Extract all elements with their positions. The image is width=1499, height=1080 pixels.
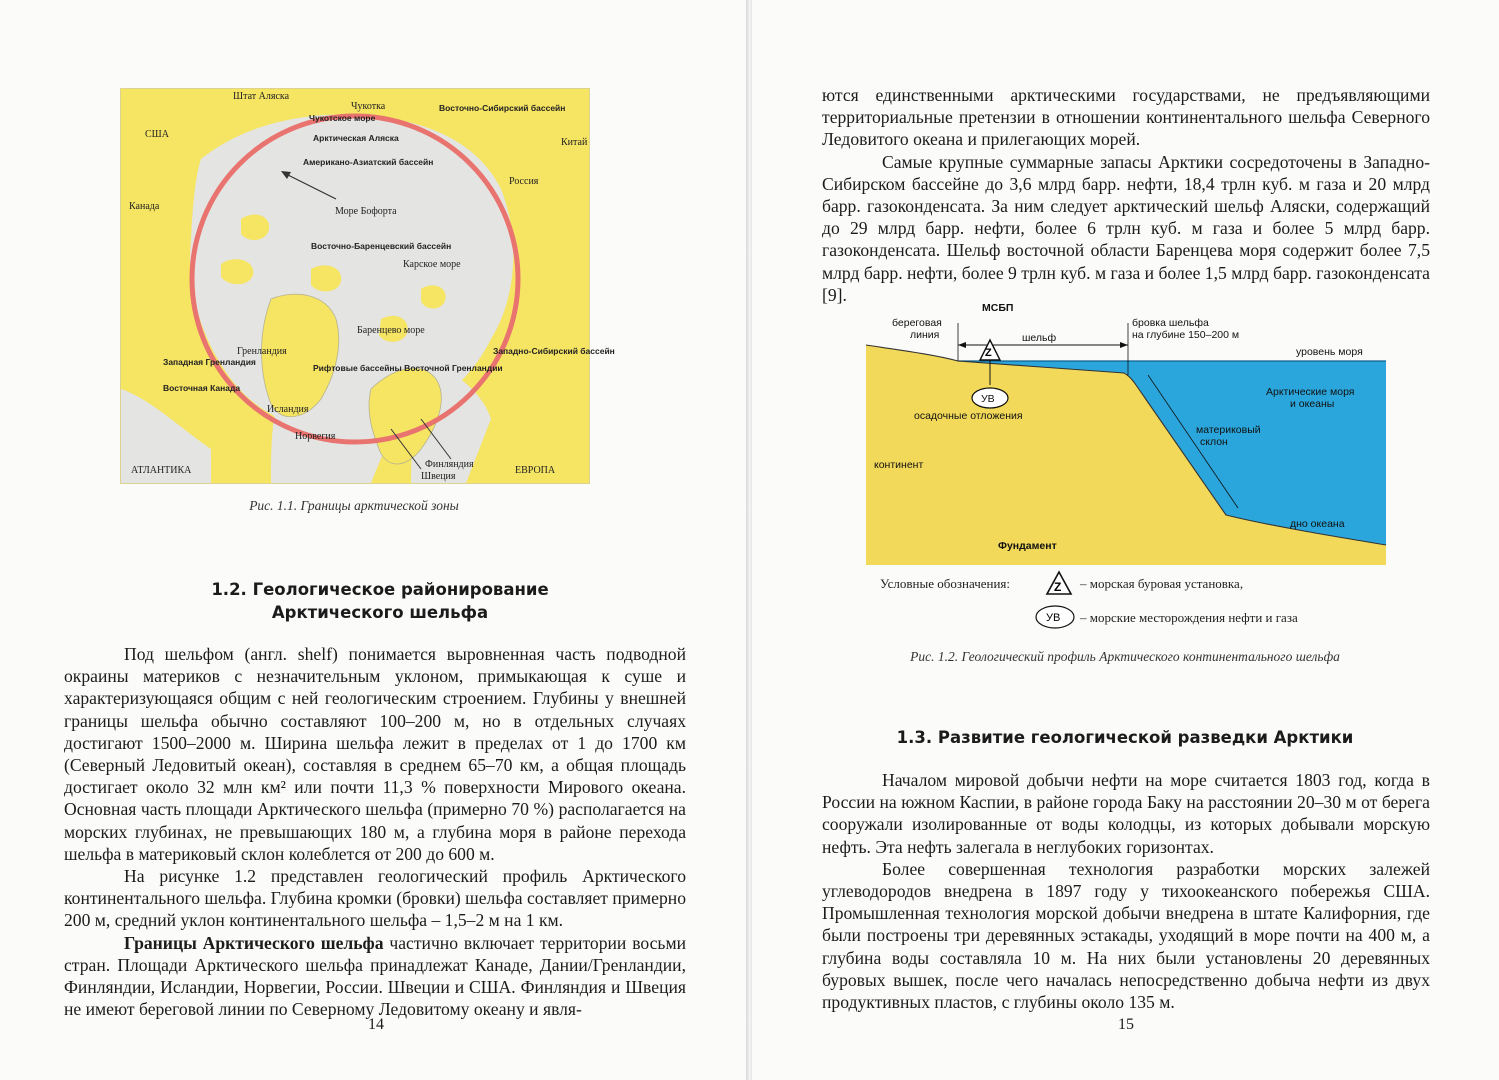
legend-uv-text: – морские месторождения нефти и газа <box>1080 610 1298 625</box>
right-paragraph-1: ются единственными арктическими государствами, не предъявляющими территориальные претензии в отношении континентального шельфа Северного Ледовитого океана и прилегающих морей. <box>822 85 1430 150</box>
left-paragraph-1: Под шельфом (англ. shelf) понимается выровненная часть подводной окраины материков с незначительным уклоном, примыкающая к суше и характеризующаяся общим с ней геологическим строением. Глубины у внешней границы шельфа обычно составляют 100–200 м, но в отдельных случаях достигают 1500–2000 м. Ширина шельфа лежит в пределах от 1 до 1700 км (Северный Ледовитый океан), составляя в среднем 65–70 км, а общая площадь достигает около 32 млн км² или почти 11,3 % поверхности Мирового океана. Основная часть площади Арктического шельфа (примерно 70 %) располагается на морских глубинах, не превышающих 180 м, а глубина моря в районе перехода шельфа в материковый склон колеблется от 200 до 600 м. <box>64 644 686 864</box>
profile-brow-line2: на глубине 150–200 м <box>1132 329 1240 341</box>
map-label-russia: Россия <box>509 176 539 187</box>
section-1-2-heading-line1: 1.2. Геологическое районирование <box>211 580 549 599</box>
rig-icon <box>1044 570 1074 596</box>
svg-text:Z: Z <box>1054 580 1062 594</box>
map-label-canada: Канада <box>129 201 160 212</box>
left-page <box>0 0 748 1080</box>
map-label-barents-sea: Баренцево море <box>357 325 425 336</box>
uv-icon <box>1034 604 1076 630</box>
map-label-china: Китай <box>561 137 588 148</box>
map-label-arctic-alaska: Арктическая Аляска <box>313 133 399 143</box>
map-label-east-canada: Восточная Канада <box>163 383 241 393</box>
page-number-right: 15 <box>1118 1016 1134 1033</box>
map-label-finland: Финляндия <box>425 459 474 470</box>
page-number-left: 14 <box>368 1016 384 1033</box>
map-label-iceland: Исландия <box>267 404 309 415</box>
profile-msbp-label: МСБП <box>982 302 1014 314</box>
arctic-map-drawing <box>121 89 615 483</box>
legend-title: Условные обозначения: <box>880 576 1011 591</box>
section-1-2-heading-line2: Арктического шельфа <box>271 603 489 622</box>
profile-continent-label: континент <box>874 459 924 471</box>
svg-text:УВ: УВ <box>1046 612 1061 624</box>
map-label-west-siberian: Западно-Сибирский бассейн <box>493 346 615 356</box>
geological-profile <box>866 303 1386 565</box>
figure1-caption: Рис. 1.1. Границы арктической зоны <box>249 498 459 513</box>
map-label-usa: США <box>145 129 169 140</box>
profile-ocean-floor-label: дно океана <box>1290 518 1345 530</box>
map-label-alaska: Штат Аляска <box>233 91 290 102</box>
map-label-kara-sea: Карское море <box>403 259 461 270</box>
arctic-map <box>120 88 615 484</box>
right-body-text <box>822 769 1430 1013</box>
left-paragraph-3: Границы Арктического шельфа частично включает территории восьми стран. Площади Арктического шельфа принадлежат Канаде, Дании/Гренландии, Финляндии, Исландии, Норвегии, России. Швеции и США. Финляндия и Швеция не имеют береговой линии по Северному Ледовитому океану и явля- <box>64 932 686 1020</box>
map-label-rift: Рифтовые бассейны Восточной Гренландии <box>313 363 503 373</box>
profile-shelf-label: шельф <box>1022 332 1057 344</box>
profile-basement-label: Фундамент <box>998 540 1057 552</box>
map-label-sweden: Швеция <box>421 471 456 482</box>
map-label-west-greenland: Западная Гренландия <box>163 357 256 367</box>
map-label-beaufort: Море Бофорта <box>335 206 397 217</box>
profile-sea-level-label: уровень моря <box>1296 346 1363 358</box>
map-label-amerasian: Американо-Азиатский бассейн <box>303 157 434 167</box>
profile-sediments-label: осадочные отложения <box>914 410 1023 422</box>
map-label-east-siberian: Восточно-Сибирский бассейн <box>439 103 566 113</box>
left-paragraph-2: На рисунке 1.2 представлен геологический профиль Арктического континентального шельфа. Глубина кромки (бровки) шельфа составляет примерно 200 м, средний уклон континентального шельфа – 1,5–2 м на 1 км. <box>64 866 686 931</box>
section-1-2-heading <box>100 578 660 624</box>
svg-text:Z: Z <box>985 347 992 359</box>
figure2-caption: Рис. 1.2. Геологический профиль Арктического континентального шельфа <box>910 649 1340 664</box>
map-label-greenland: Гренландия <box>237 346 287 357</box>
right-paragraph-3: Началом мировой добычи нефти на море считается 1803 год, когда в России на южном Каспии, в районе города Баку на расстоянии 20–30 м от берега сооружали изолированные от воды колодцы, из которых добывали морскую нефть. Эта нефть залегала в неглубоких горизонтах. <box>822 770 1430 857</box>
svg-text:Штат Аляска <box>233 91 290 102</box>
profile-uv-label: УВ <box>981 393 995 405</box>
profile-drawing <box>866 303 1386 565</box>
map-label-east-barents: Восточно-Баренцевский бассейн <box>311 241 452 251</box>
map-label-atlantic: АТЛАНТИКА <box>131 465 192 476</box>
profile-brow-line1: бровка шельфа <box>1132 317 1209 329</box>
profile-arctic-seas-line2: и океаны <box>1290 398 1335 410</box>
right-paragraph-4: Более совершенная технология разработки морских залежей углеводородов внедрена в 1897 году у тихоокеанского побережья США. Промышленная технология морской добычи внедрена в штате Калифорния, где были построены три деревянных эстакады, уходящий в море почти на 400 м, а глубина воды составляла 10 м. На них были установлены 20 деревянных буровых вышек, после чего началась непосредственно добыча нефти из двух продуктивных пластов, с глубины около 135 м. <box>822 858 1430 1013</box>
profile-coast-line1: береговая <box>892 317 942 329</box>
legend-rig-text: – морская буровая установка, <box>1080 576 1244 591</box>
map-label-chukotka: Чукотка <box>351 101 386 112</box>
map-label-europe: ЕВРОПА <box>515 465 556 476</box>
section-1-3-heading: 1.3. Развитие геологической разведки Арктики <box>896 728 1354 747</box>
left-body-text <box>64 643 686 1020</box>
map-label-chukchi-sea: Чукотское море <box>309 113 376 123</box>
profile-slope-line2: склон <box>1200 436 1228 448</box>
right-top-text <box>822 84 1430 306</box>
right-paragraph-2: Самые крупные суммарные запасы Арктики сосредоточены в Западно-Сибирском бассейне до 3,6 млрд барр. нефти, 18,4 трлн куб. м газа и 20 млрд барр. газоконденсата. За ним следует арктический шельф Аляски, содержащий до 29 млрд барр. нефти, более 6 трлн куб. м газа и более 5 млрд барр. газоконденсата. Шельф восточной области Баренцева моря содержит более 7,5 млрд барр. нефти, более 9 трлн куб. м газа и более 1,5 млрд барр. газоконденсата [9]. <box>822 151 1430 305</box>
profile-slope-line1: материковый <box>1196 424 1261 436</box>
legend-rig-icon <box>1044 570 1074 600</box>
profile-arctic-seas-line1: Арктические моря <box>1266 386 1355 398</box>
profile-coast-line2: линия <box>910 329 940 341</box>
map-label-norway: Норвегия <box>295 431 336 442</box>
legend-uv-icon <box>1034 604 1076 634</box>
